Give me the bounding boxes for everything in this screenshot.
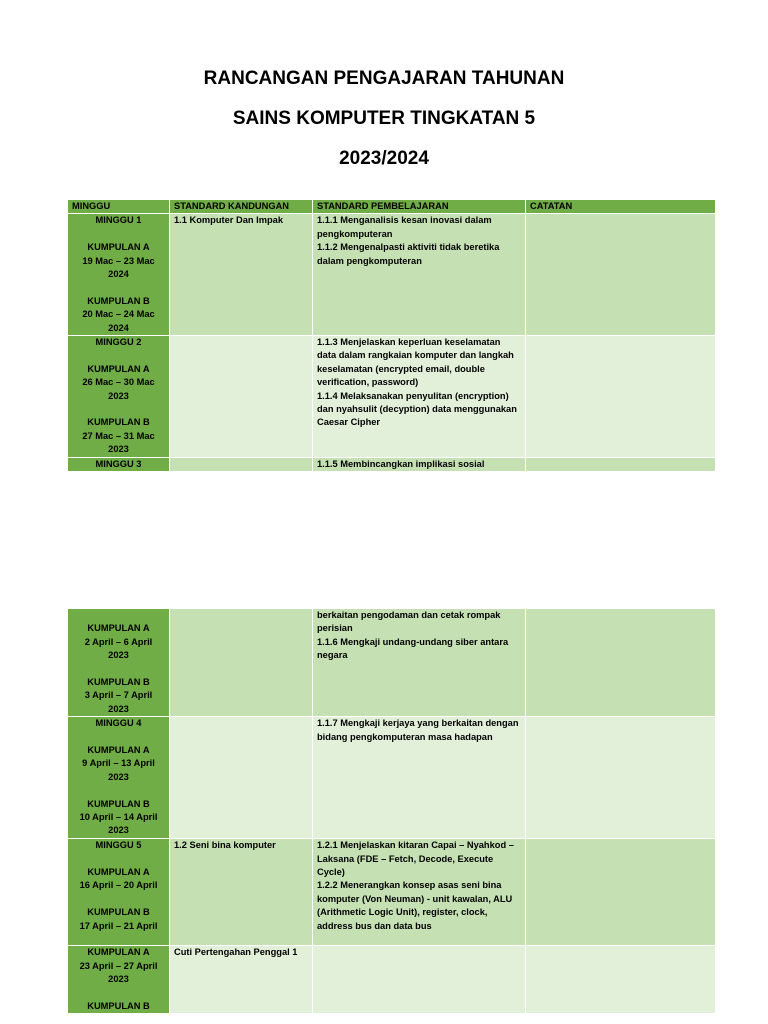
minggu-cell bbox=[68, 609, 170, 717]
table-row bbox=[68, 839, 716, 946]
minggu-cell bbox=[68, 717, 170, 839]
column-header: STANDARD KANDUNGAN bbox=[170, 200, 313, 214]
pembelajaran-cell bbox=[313, 609, 526, 717]
minggu-line: KUMPULAN B bbox=[87, 295, 150, 306]
plan-table-part1-body bbox=[68, 200, 716, 472]
minggu-line: 20 Mac – 24 Mac bbox=[82, 309, 155, 320]
pembelajaran-item: 1.1.3 Menjelaskan keperluan keselamatan data dalam rangkaian komputer dan langkah keselamatan (encrypted email, double verification, password) bbox=[317, 337, 514, 388]
minggu-line: 2023 bbox=[108, 771, 129, 782]
line-spacer bbox=[72, 228, 165, 241]
table-row bbox=[68, 717, 716, 839]
minggu-line: KUMPULAN A bbox=[87, 947, 150, 958]
minggu-line: KUMPULAN B bbox=[87, 798, 150, 809]
pembelajaran-item: 1.1.6 Mengkaji undang-undang siber antara negara bbox=[317, 636, 509, 661]
minggu-line: MINGGU 5 bbox=[95, 840, 142, 851]
pembelajaran-cell bbox=[313, 839, 526, 946]
kandungan-text: 1.2 Seni bina komputer bbox=[174, 840, 276, 851]
minggu-cell bbox=[68, 214, 170, 336]
line-spacer bbox=[72, 893, 165, 906]
minggu-line: 2023 bbox=[108, 444, 129, 455]
catatan-cell bbox=[526, 609, 716, 717]
catatan-cell bbox=[526, 946, 716, 1014]
minggu-line: KUMPULAN B bbox=[87, 677, 150, 687]
minggu-line: 2023 bbox=[108, 825, 129, 836]
minggu-line: MINGGU 3 bbox=[95, 459, 142, 470]
minggu-line: 27 Mac – 31 Mac bbox=[82, 430, 155, 441]
minggu-line: KUMPULAN B bbox=[87, 1000, 150, 1011]
minggu-line: KUMPULAN A bbox=[87, 363, 150, 374]
minggu-line: 2 April – 6 April bbox=[84, 636, 153, 647]
line-spacer bbox=[72, 281, 165, 294]
pembelajaran-item: berkaitan pengodaman dan cetak rompak perisian bbox=[317, 610, 501, 634]
minggu-line: 17 April – 21 April bbox=[79, 920, 158, 931]
kandungan-cell bbox=[170, 609, 313, 717]
pembelajaran-cell bbox=[313, 336, 526, 458]
table-row bbox=[68, 458, 716, 472]
minggu-line: KUMPULAN B bbox=[87, 417, 150, 428]
line-spacer bbox=[72, 986, 165, 999]
table-row bbox=[68, 946, 716, 1014]
pembelajaran-cell bbox=[313, 717, 526, 839]
minggu-line: KUMPULAN B bbox=[87, 907, 150, 918]
kandungan-cell bbox=[170, 839, 313, 946]
kandungan-text: Cuti Pertengahan Penggal 1 bbox=[174, 947, 298, 958]
line-spacer bbox=[72, 609, 165, 622]
pembelajaran-item: 1.1.2 Mengenalpasti aktiviti tidak beretika dalam pengkomputeran bbox=[317, 242, 500, 266]
pembelajaran-item: 1.2.2 Menerangkan konsep asas seni bina komputer (Von Neuman) - unit kawalan, ALU (Arithmetic Logic Unit), register, clock, address bus dan data bus bbox=[317, 880, 513, 931]
plan-table-part1 bbox=[67, 199, 716, 472]
table-row bbox=[68, 214, 716, 336]
doc-subject: SAINS KOMPUTER TINGKATAN 5 bbox=[232, 108, 536, 129]
minggu-line: KUMPULAN A bbox=[87, 623, 150, 634]
minggu-line: KUMPULAN A bbox=[87, 745, 150, 756]
kandungan-cell bbox=[170, 946, 313, 1014]
table-row bbox=[68, 336, 716, 458]
line-spacer bbox=[72, 853, 165, 866]
minggu-line: 2023 bbox=[108, 390, 129, 401]
catatan-cell bbox=[526, 717, 716, 839]
catatan-cell bbox=[526, 336, 716, 458]
catatan-cell bbox=[526, 839, 716, 946]
line-spacer bbox=[72, 349, 165, 362]
pembelajaran-cell bbox=[313, 946, 526, 1014]
doc-year: 2023/2024 bbox=[339, 148, 429, 169]
minggu-line: KUMPULAN A bbox=[87, 242, 150, 253]
kandungan-cell bbox=[170, 717, 313, 839]
minggu-line: MINGGU 4 bbox=[95, 718, 142, 729]
catatan-cell bbox=[526, 458, 716, 472]
pembelajaran-cell bbox=[313, 214, 526, 336]
column-header: CATATAN bbox=[526, 200, 716, 214]
doc-title: RANCANGAN PENGAJARAN TAHUNAN bbox=[203, 68, 565, 89]
catatan-cell bbox=[526, 214, 716, 336]
kandungan-text: 1.1 Komputer Dan Impak bbox=[174, 215, 284, 226]
minggu-cell bbox=[68, 946, 170, 1014]
table-row bbox=[68, 609, 716, 717]
kandungan-cell bbox=[170, 336, 313, 458]
minggu-line: MINGGU 1 bbox=[95, 215, 142, 226]
line-spacer bbox=[72, 784, 165, 797]
minggu-line: 16 April – 20 April bbox=[79, 880, 158, 891]
pembelajaran-item: 1.1.1 Menganalisis kesan inovasi dalam pengkomputeran bbox=[317, 215, 492, 239]
line-spacer bbox=[72, 731, 165, 744]
minggu-line: 10 April – 14 April bbox=[79, 812, 158, 823]
kandungan-cell bbox=[170, 214, 313, 336]
plan-table-part2 bbox=[67, 608, 716, 1014]
minggu-line: KUMPULAN A bbox=[87, 867, 150, 878]
minggu-line: 2023 bbox=[108, 650, 129, 661]
minggu-line: MINGGU 2 bbox=[95, 337, 142, 348]
pembelajaran-item: 1.1.5 Membincangkan implikasi sosial bbox=[317, 459, 485, 470]
minggu-cell bbox=[68, 336, 170, 458]
pembelajaran-item: 1.1.7 Mengkaji kerjaya yang berkaitan dengan bidang pengkomputeran masa hadapan bbox=[317, 718, 519, 742]
minggu-line: 2024 bbox=[108, 322, 129, 333]
column-header: STANDARD PEMBELAJARAN bbox=[313, 200, 526, 214]
table-header-row bbox=[68, 200, 716, 214]
column-header: MINGGU bbox=[68, 200, 170, 214]
minggu-line: 19 Mac – 23 Mac bbox=[82, 255, 155, 266]
minggu-cell bbox=[68, 458, 170, 472]
minggu-line: 3 April – 7 April bbox=[84, 690, 153, 701]
line-spacer bbox=[72, 663, 165, 676]
minggu-cell bbox=[68, 839, 170, 946]
kandungan-cell bbox=[170, 458, 313, 472]
minggu-line: 2024 bbox=[108, 269, 129, 280]
pembelajaran-item: 1.2.1 Menjelaskan kitaran Capai – Nyahkod – Laksana (FDE – Fetch, Decode, Execute Cycle) bbox=[317, 840, 514, 878]
plan-table-part2-body bbox=[68, 609, 716, 1014]
minggu-line: 23 April – 27 April bbox=[79, 960, 158, 971]
minggu-line: 9 April – 13 April bbox=[82, 758, 155, 769]
minggu-line: 2023 bbox=[108, 703, 129, 714]
minggu-line: 2023 bbox=[108, 974, 129, 985]
line-spacer bbox=[72, 403, 165, 416]
pembelajaran-item: 1.1.4 Melaksanakan penyulitan (encryption) dan nyahsulit (decyption) data menggunakan Caesar Cipher bbox=[317, 390, 517, 428]
minggu-line: 26 Mac – 30 Mac bbox=[82, 377, 155, 388]
pembelajaran-cell bbox=[313, 458, 526, 472]
